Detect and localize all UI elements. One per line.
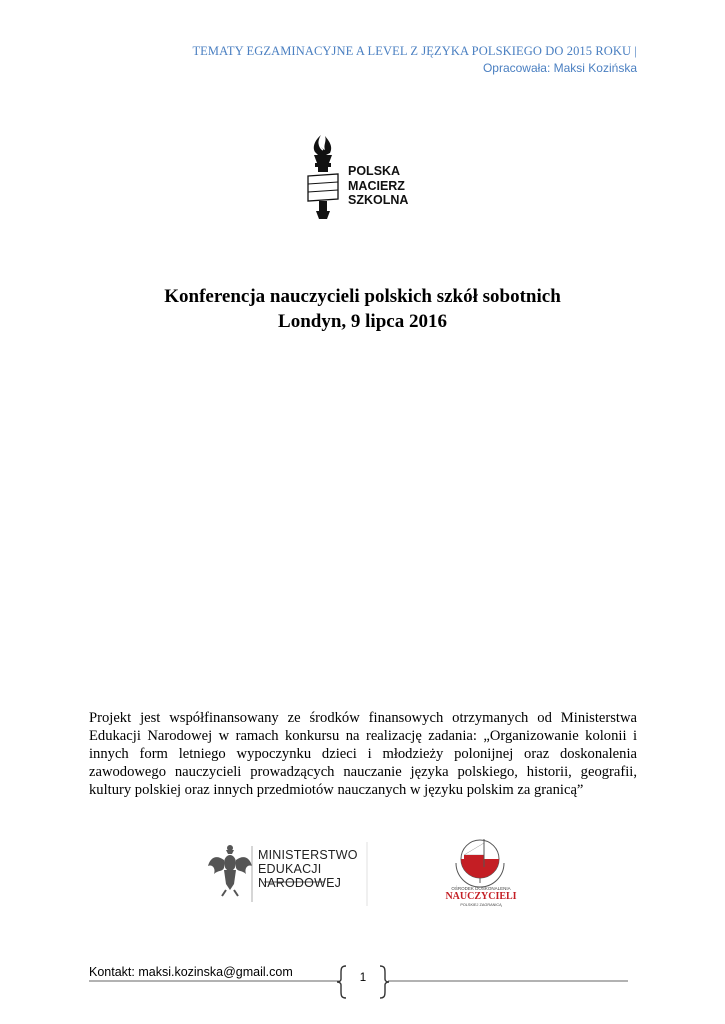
odn-logo-sub-text: POLSKIEJ ZAGRANICĄ [460,903,502,907]
funding-paragraph: Projekt jest współfinansowany ze środków finansowych otrzymanych od Ministerstwa Edukacji Narodowej w ramach konkursu na realizację zadania: „Organizowanie kolonii i innych form letniego wypoczynku dzieci i młodzieży polonijnej oraz doskonalenia zawodowego nauczycieli prowadzących nauczanie języka polskiego, historii, geografii, kultury polskiej oraz innych przedmiotów nauczanych w języku polskim za granicą” [89,710,637,798]
page-title [0,284,725,334]
pms-logo-wordmark: POLSKA MACIERZ SZKOLNA [348,164,409,207]
footer-contact: Kontakt: maksi.kozinska@gmail.com [89,965,293,979]
header-author: Opracowała: Maksi Kozińska [482,61,637,75]
title-line-2: Londyn, 9 lipca 2016 [278,311,447,332]
odn-logo-big-text: NAUCZYCIELI [445,891,517,902]
men-logo-wordmark: MINISTERSTWO EDUKACJI NARODOWEJ [258,848,358,890]
title-line-1: Konferencja nauczycieli polskich szkół sobotnich [164,286,561,307]
page-number: 1 [359,972,367,984]
odn-logo-small-text: OŚRODEK DOSKONALENIA [451,886,511,891]
header-title: TEMATY EGZAMINACYJNE A LEVEL Z JĘZYKA POLSKIEGO DO 2015 ROKU | [192,44,637,58]
